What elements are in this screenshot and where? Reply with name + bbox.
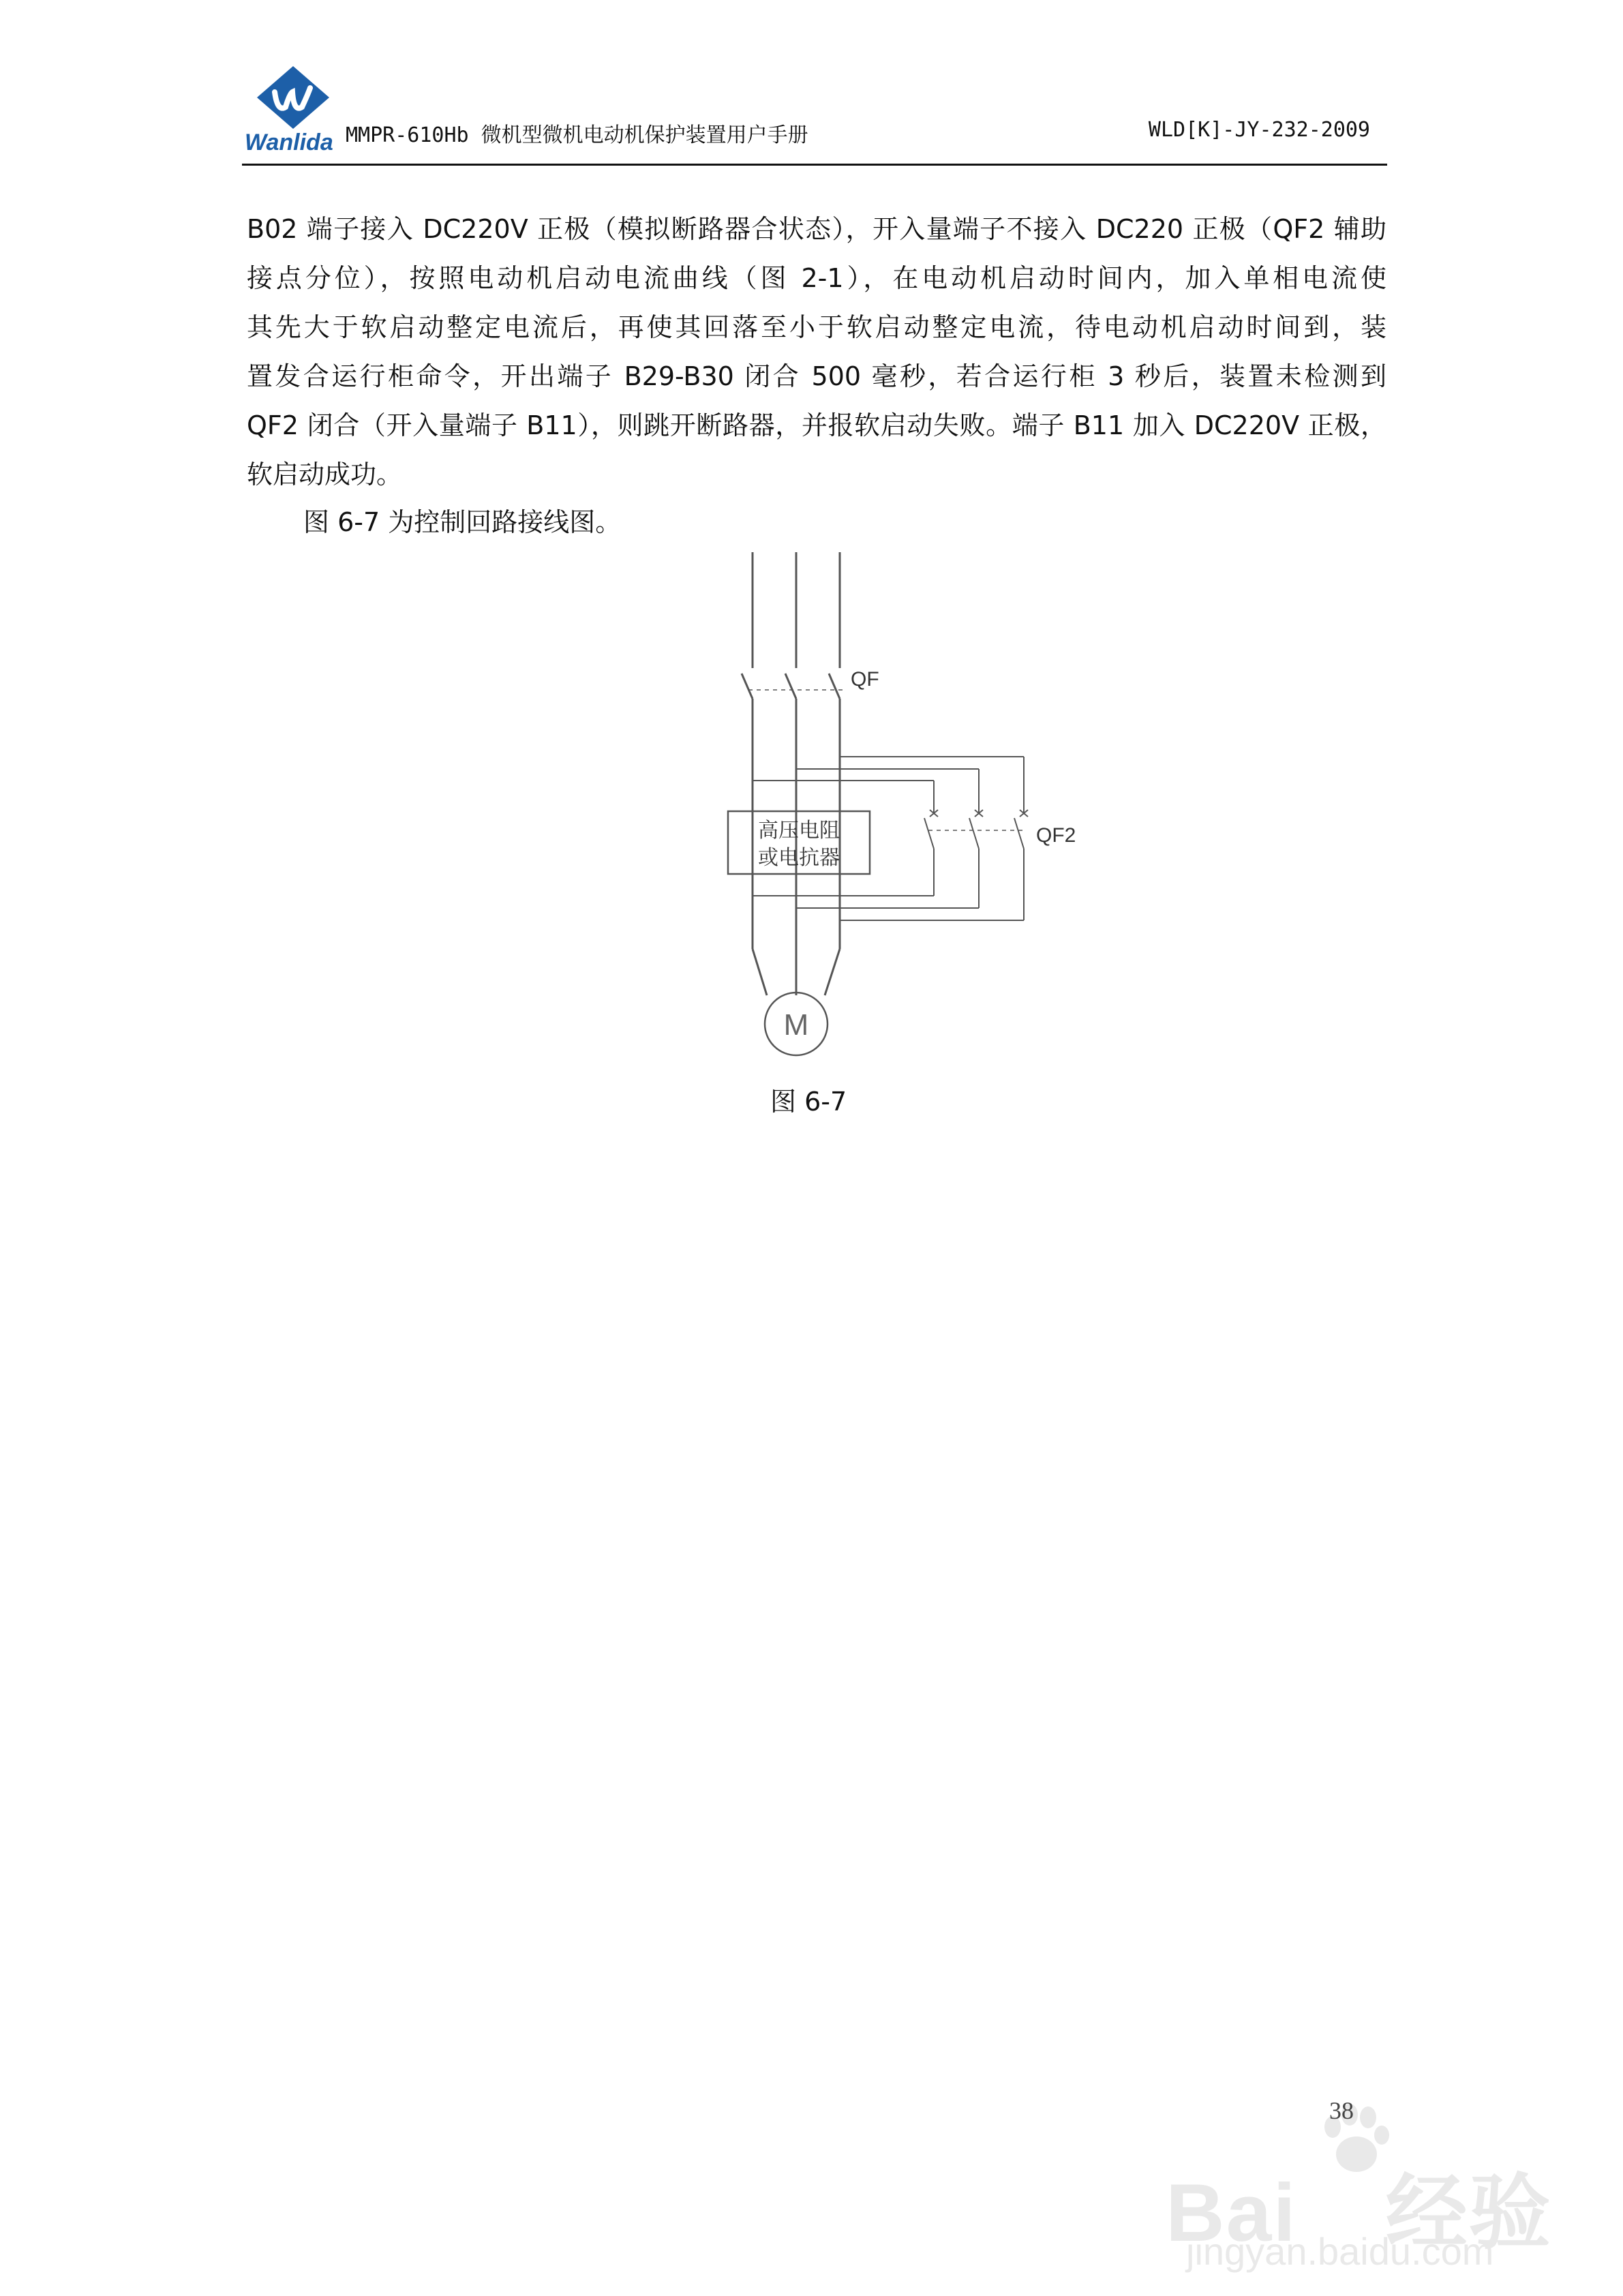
header-title: MMPR-610Hb 微机型微机电动机保护装置用户手册 — [346, 123, 808, 147]
header-divider — [242, 164, 1387, 166]
control-circuit-diagram — [716, 552, 1077, 1070]
page-header — [242, 65, 1387, 167]
qf-label: QF — [851, 668, 879, 691]
page-number: 38 — [1329, 2097, 1354, 2124]
intro-sentence: 图 6-7 为控制回路接线图。 — [303, 507, 622, 537]
header-doc-code: WLD[K]-JY-232-2009 — [1148, 118, 1370, 142]
body-paragraph — [247, 205, 1386, 499]
baidu-jingyan-watermark — [1159, 2072, 1595, 2277]
paragraph-line: 其先大于软启动整定电流后，再使其回落至小于软启动整定电流，待电动机启动时间到，装 — [247, 312, 1386, 342]
motor-label: M — [783, 1008, 809, 1042]
paragraph-line: 置发合运行柜命令，开出端子 B29-B30 闭合 500 毫秒，若合运行柜 3 秒后，装置未检测到 — [247, 361, 1386, 391]
watermark-brand-suffix: 经验 — [1385, 2167, 1552, 2259]
figure-caption: 图 6-7 — [770, 1087, 847, 1117]
paragraph-line: 软启动成功。 — [247, 459, 403, 489]
box-label-line1: 高压电阻 — [758, 819, 840, 843]
watermark-url: jingyan.baidu.com — [1186, 2230, 1494, 2273]
box-label-line2: 或电抗器 — [758, 846, 840, 870]
qf2-label: QF2 — [1036, 824, 1076, 847]
logo-text: Wanlida — [245, 130, 333, 155]
paragraph-line: B02 端子接入 DC220V 正极（模拟断路器合状态），开入量端子不接入 DC220 正极（QF2 辅助 — [247, 214, 1386, 244]
watermark-brand: Bai — [1166, 2167, 1297, 2259]
paragraph-line: QF2 闭合（开入量端子 B11），则跳开断路器，并报软启动失败。端子 B11 加入 DC220V 正极， — [247, 410, 1386, 440]
paragraph-line: 接点分位），按照电动机启动电流曲线（图 2-1），在电动机启动时间内，加入单相电流使 — [247, 263, 1386, 293]
